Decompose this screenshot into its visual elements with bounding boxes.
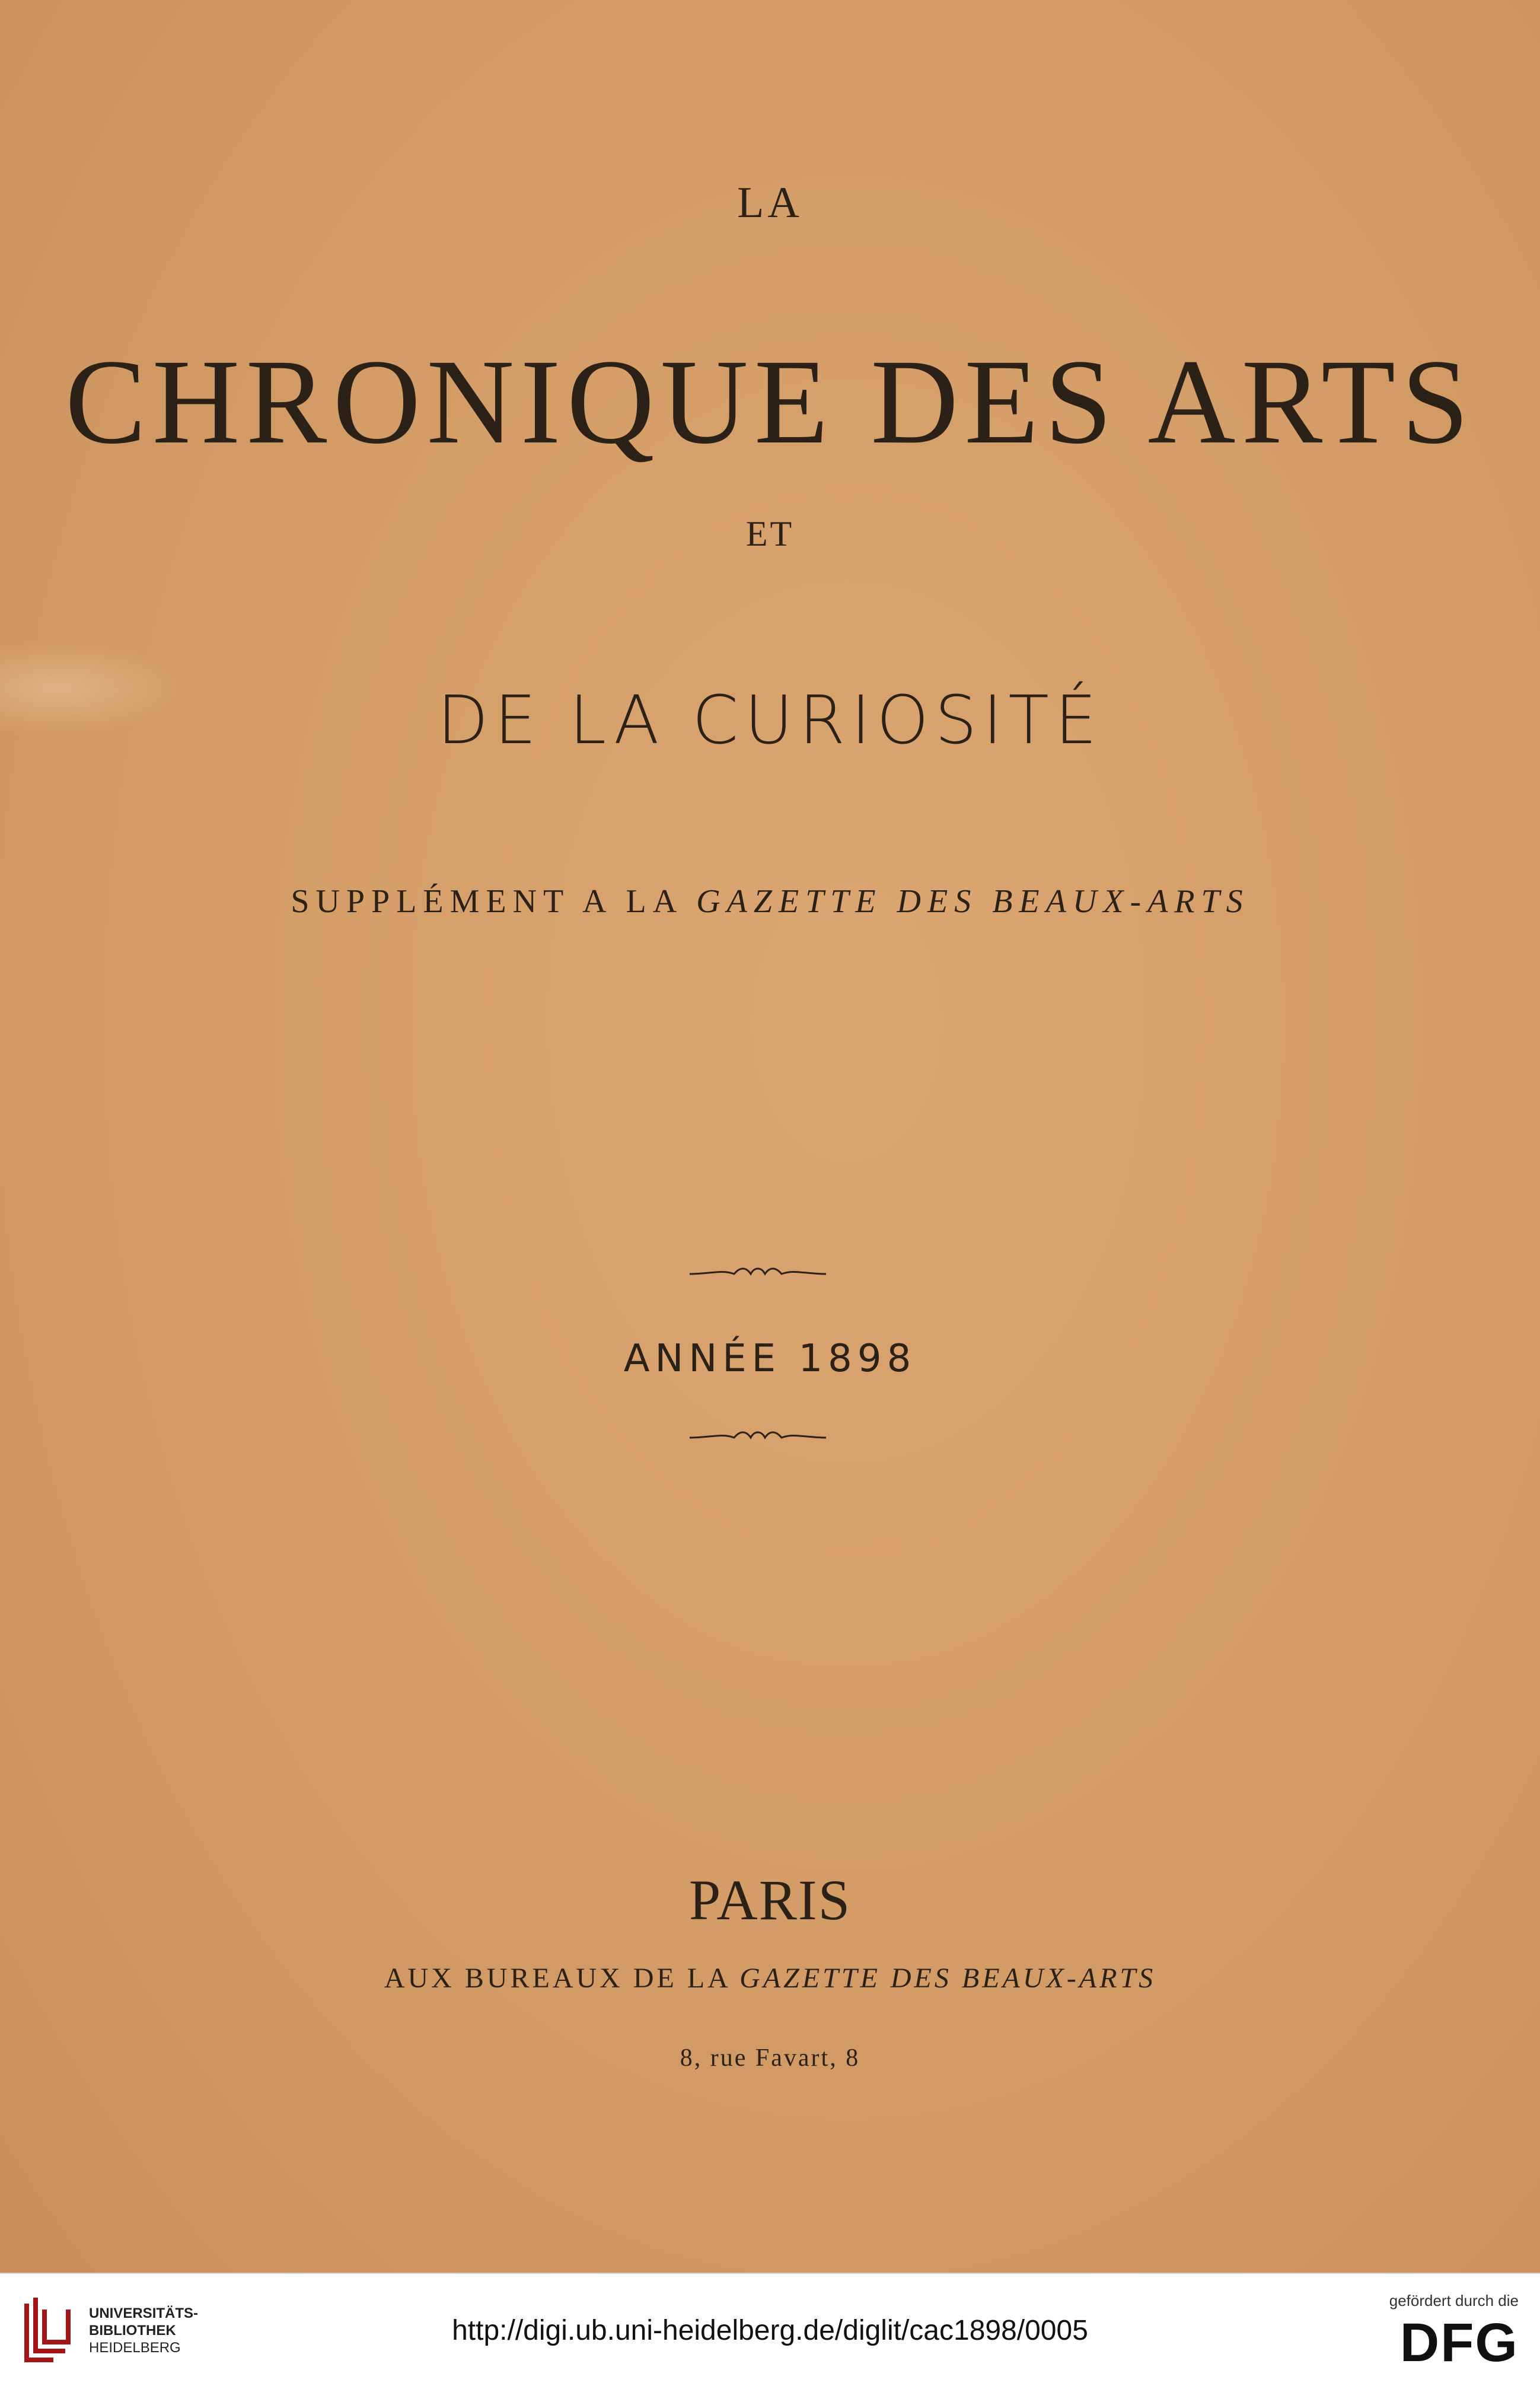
year-label: ANNÉE 1898 [623,1337,917,1381]
supplement-gazette: GAZETTE DES BEAUX-ARTS [696,883,1249,920]
institution-line-2: BIBLIOTHEK [89,2323,176,2339]
permalink-url[interactable]: http://digi.ub.uni-heidelberg.de/diglit/cac1898/0005 [452,2315,1088,2346]
supplement-prefix: SUPPLÉMENT A LA [291,883,697,920]
imprint-city: PARIS [688,1868,852,1932]
publisher-prefix: AUX BUREAUX DE LA [384,1963,740,1994]
imprint-publisher [0,1962,1540,1995]
funded-by-label: gefördert durch die [1389,2292,1519,2309]
imprint-address: 8, rue Favart, 8 [680,2044,860,2072]
institution-line-3: HEIDELBERG [89,2340,181,2356]
subtitle: DE LA CURIOSITÉ [437,682,1103,759]
title-conjunction: ET [745,514,795,553]
main-title: CHRONIQUE DES ARTS [65,335,1475,469]
ornament-rule-bottom [687,1425,829,1448]
digitization-footer [0,2273,1540,2386]
title-article: LA [737,179,803,227]
ornament-rule-top [687,1262,829,1286]
dfg-logo: DFG [1399,2312,1519,2373]
publisher-gazette: GAZETTE DES BEAUX-ARTS [739,1963,1156,1994]
institution-line-1: UNIVERSITÄTS- [89,2305,199,2321]
supplement-line [0,883,1540,920]
